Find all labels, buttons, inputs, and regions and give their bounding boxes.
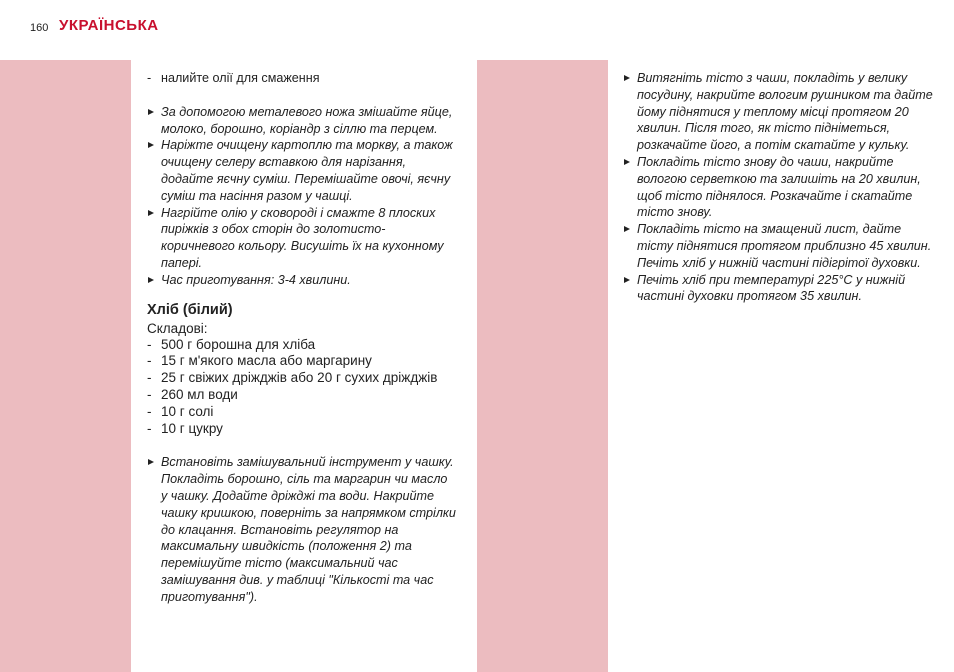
- ingredient-item: - 25 г свіжих дріжджів або 20 г сухих дріжджів: [147, 370, 457, 387]
- step-item: За допомогою металевого ножа змішайте яйце, молоко, борошно, коріандр з сіллю та перцем.: [147, 104, 457, 138]
- ingredient-item: - 10 г солі: [147, 404, 457, 421]
- steps-list-a: [147, 104, 457, 289]
- ingredient-item: - 10 г цукру: [147, 421, 457, 438]
- steps-list-b: [147, 454, 457, 605]
- step-item: Витягніть тісто з чаши, покладіть у велику посудину, накрийте вологим рушником та дайте йому піднятися у теплому місці протягом 20 хвилин. Після того, як тісто підніметься, розкачайте його, а потім скатайте у кульку.: [623, 70, 933, 154]
- step-item: Печіть хліб при температурі 225°C у нижній частині духовки протягом 35 хвилин.: [623, 272, 933, 306]
- step-item: Покладіть тісто знову до чаши, накрийте вологою серветкою та залишіть на 20 хвилин, щоб тісто піднялося. Розкачайте і скатайте тісто знову.: [623, 154, 933, 221]
- section-title: Хліб (білий): [147, 301, 233, 318]
- left-margin-band: [0, 60, 131, 672]
- ingredient-item: - 15 г м'якого масла або маргарину: [147, 353, 457, 370]
- ingredients-heading: Складові:: [147, 320, 208, 336]
- right-text-column: [623, 70, 933, 305]
- page-number: 160: [30, 22, 49, 34]
- step-item: Встановіть замішувальний інструмент у чашку. Покладіть борошно, сіль та маргарин чи масло у чашку. Додайте дріжджі та води. Накрийте чашку кришкою, поверніть за напрямком стрілки до клацання. Встановіть регулятор на максимальну швидкість (положення 2) та перемішуйте тісто (максимальний час замішування див. у таблиці "Кількості та час приготування").: [147, 454, 457, 605]
- step-item: Наріжте очищену картоплю та моркву, а також очищену селеру вставкою для нарізання, додайте яєчну суміш. Перемішайте овочі, яєчну суміш та насіння разом у чашці.: [147, 137, 457, 204]
- ingredient-item: - 500 г борошна для хліба: [147, 337, 457, 354]
- step-item: Нагрійте олію у сковороді і смажте 8 плоских пиріжків з обох сторін до золотисто-коричневого кольору. Висушіть їх на кухонному папері.: [147, 205, 457, 272]
- ingredient-item: - 260 мл води: [147, 387, 457, 404]
- language-heading: УКРАЇНСЬКА: [59, 17, 159, 34]
- step-item: Час приготування: 3-4 хвилини.: [147, 272, 457, 289]
- steps-list-c: [623, 70, 933, 305]
- middle-margin-band: [477, 60, 608, 672]
- left-text-column: [147, 70, 457, 606]
- intro-line: - налийте олії для смаження: [147, 70, 457, 87]
- ingredients-list: [147, 337, 457, 438]
- step-item: Покладіть тісто на змащений лист, дайте тісту піднятися протягом приблизно 45 хвилин. Печіть хліб у нижній частині підігрітої духовки.: [623, 221, 933, 271]
